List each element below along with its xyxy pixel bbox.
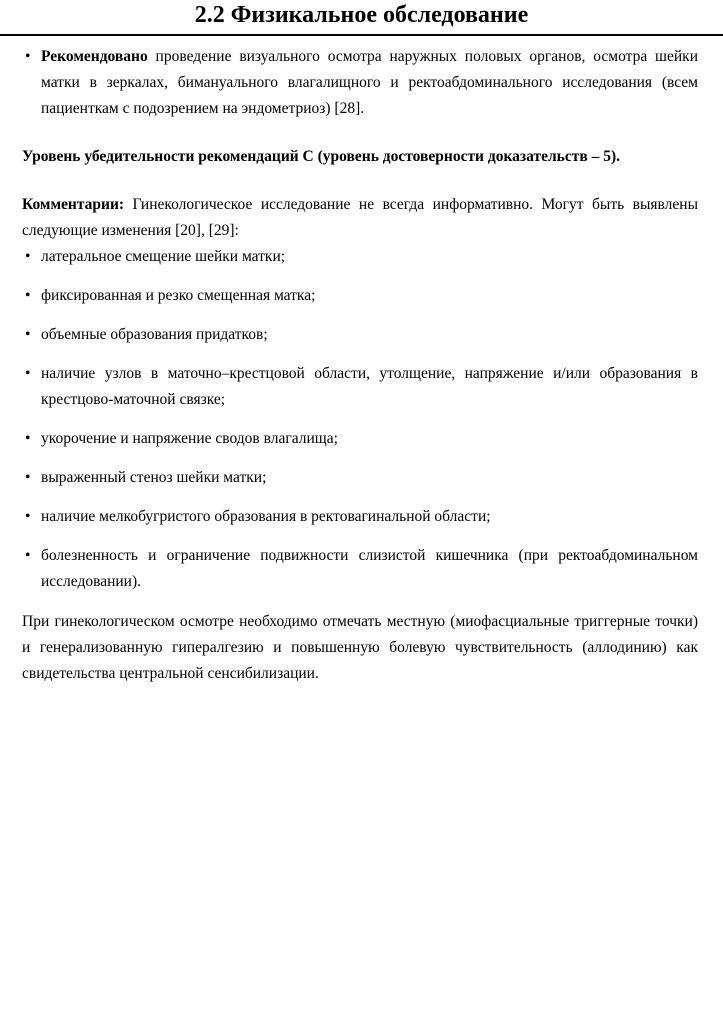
recommendation-lead: Рекомендовано	[41, 48, 148, 65]
finding-item: • фиксированная и резко смещенная матка;	[22, 283, 698, 309]
finding-item: • болезненность и ограничение подвижности слизистой кишечника (при ректоабдоминальном исследовании).	[22, 543, 698, 595]
document-content	[0, 36, 723, 687]
recommendation-item	[22, 44, 698, 122]
comments-paragraph	[22, 192, 698, 244]
comments-lead: Комментарии:	[22, 196, 125, 213]
finding-item: • латеральное смещение шейки матки;	[22, 244, 698, 270]
section-title: 2.2 Физикальное обследование	[0, 0, 723, 36]
comments-text: Гинекологическое исследование не всегда информативно. Могут быть выявлены следующие изменения [20], [29]:	[22, 196, 698, 239]
finding-item: • укорочение и напряжение сводов влагалища;	[22, 426, 698, 452]
recommendation-list	[22, 44, 698, 122]
evidence-level-statement: Уровень убедительности рекомендаций C (уровень достоверности доказательств – 5).	[22, 148, 621, 165]
closing-paragraph: При гинекологическом осмотре необходимо отмечать местную (миофасциальные триггерные точки) и генерализованную гипералгезию и повышенную болевую чувствительность (аллодинию) как свидетельства центральной сенсибилизации.	[22, 613, 698, 682]
finding-item: • наличие узлов в маточно–крестцовой области, утолщение, напряжение и/или образования в крестцово-маточной связке;	[22, 361, 698, 413]
findings-list	[22, 244, 698, 595]
finding-item: • выраженный стеноз шейки матки;	[22, 465, 698, 491]
recommendation-text: проведение визуального осмотра наружных половых органов, осмотра шейки матки в зеркалах, бимануального влагалищного и ректоабдоминального исследования (всем пациенткам с подозрением на эндометриоз) [28].	[41, 48, 698, 117]
finding-item: • наличие мелкобугристого образования в ректовагинальной области;	[22, 504, 698, 530]
finding-item: • объемные образования придатков;	[22, 322, 698, 348]
